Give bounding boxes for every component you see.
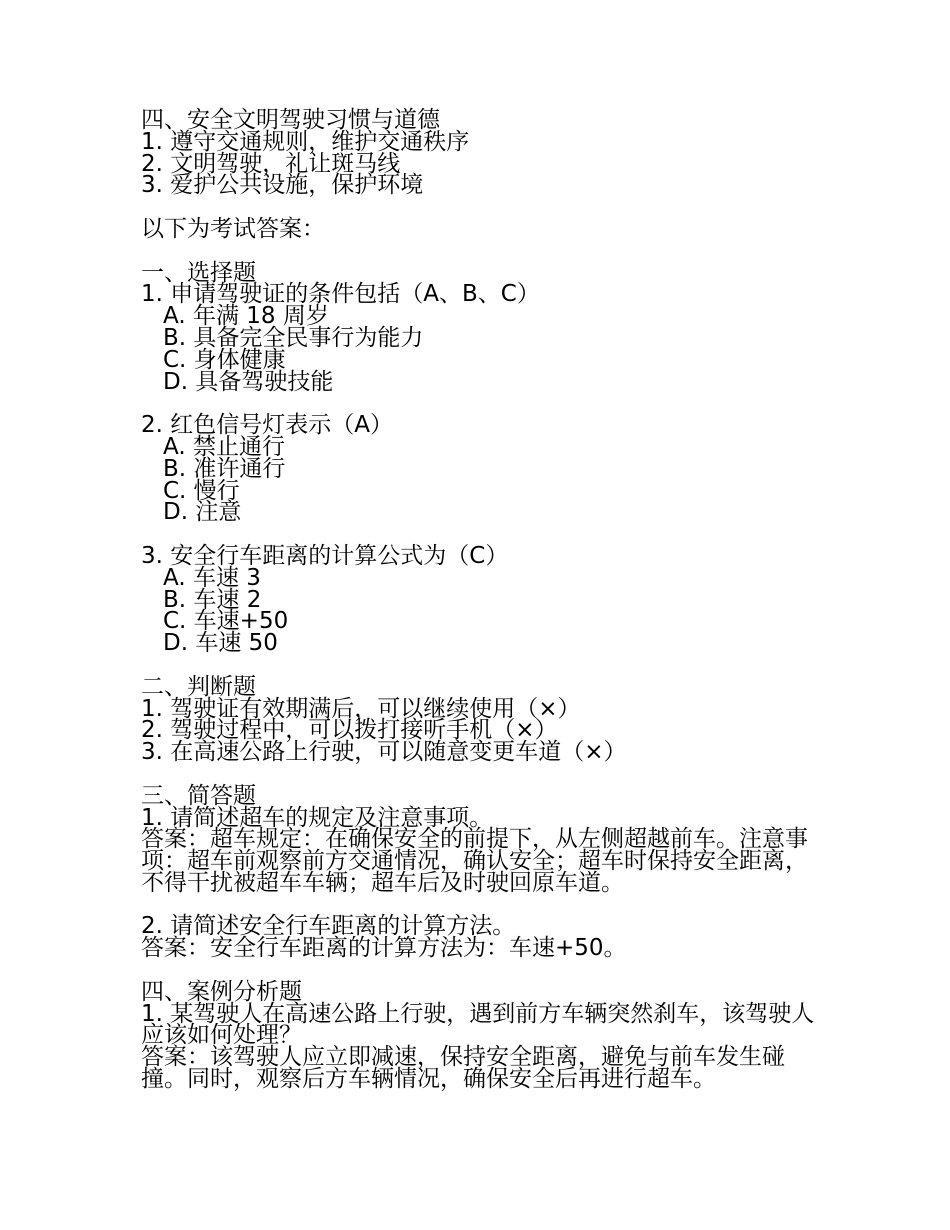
judge-item: 2. 驾驶过程中，可以拨打接听手机（×） xyxy=(141,717,558,744)
case-question: 1. 某驾驶人在高速公路上行驶，遇到前方车辆突然刹车，该驾驶人应该如何处理？ xyxy=(141,1000,815,1049)
section-heading-choice: 一、选择题 xyxy=(141,259,256,286)
question-option: A. 禁止通行 xyxy=(163,433,285,460)
judge-item: 1. 驾驶证有效期满后，可以继续使用（×） xyxy=(141,695,581,722)
question-option: B. 车速 2 xyxy=(163,586,262,613)
question-option: D. 车速 50 xyxy=(163,630,278,657)
question-option: A. 车速 3 xyxy=(163,564,261,591)
question-option: C. 车速+50 xyxy=(163,608,289,635)
section-heading-habits: 四、安全文明驾驶习惯与道德 xyxy=(141,107,440,133)
answers-intro: 以下为考试答案： xyxy=(141,215,325,242)
section-heading-case: 四、案例分析题 xyxy=(141,978,302,1005)
question-option: C. 慢行 xyxy=(163,477,240,504)
section-heading-judge: 二、判断题 xyxy=(141,673,256,700)
habit-item: 1. 遵守交通规则，维护交通秩序 xyxy=(141,128,470,155)
question-option: B. 准许通行 xyxy=(163,455,286,482)
question-stem: 2. 红色信号灯表示（A） xyxy=(141,412,393,439)
habit-item: 2. 文明驾驶，礼让斑马线 xyxy=(141,150,401,177)
question-option: B. 具备完全民事行为能力 xyxy=(163,324,424,351)
question-stem: 3. 安全行车距离的计算公式为（C） xyxy=(141,542,509,569)
short-question: 1. 请简述超车的规定及注意事项。 xyxy=(141,804,493,831)
judge-item: 3. 在高速公路上行驶，可以随意变更车道（×） xyxy=(141,739,627,766)
short-question: 2. 请简述安全行车距离的计算方法。 xyxy=(141,913,516,940)
question-stem: 1. 申请驾驶证的条件包括（A、B、C） xyxy=(141,281,540,308)
question-option: D. 注意 xyxy=(163,499,242,526)
habit-item: 3. 爱护公共设施，保护环境 xyxy=(141,172,424,199)
section-heading-short: 三、简答题 xyxy=(141,782,256,809)
question-option: D. 具备驾驶技能 xyxy=(163,368,334,395)
question-option: A. 年满 18 周岁 xyxy=(163,303,329,330)
question-option: C. 身体健康 xyxy=(163,346,286,373)
short-answer: 答案：超车规定：在确保安全的前提下，从左侧超越前车。注意事项：超车前观察前方交通情况，确认安全；超车时保持安全距离，不得干扰被超车车辆；超车后及时驶回原车道。 xyxy=(141,826,808,896)
short-answer: 答案：安全行车距离的计算方法为：车速+50。 xyxy=(141,935,627,962)
document-content xyxy=(141,107,821,1093)
case-answer: 答案：该驾驶人应立即减速，保持安全距离，避免与前车发生碰撞。同时，观察后方车辆情况，确保安全后再进行超车。 xyxy=(141,1044,785,1093)
